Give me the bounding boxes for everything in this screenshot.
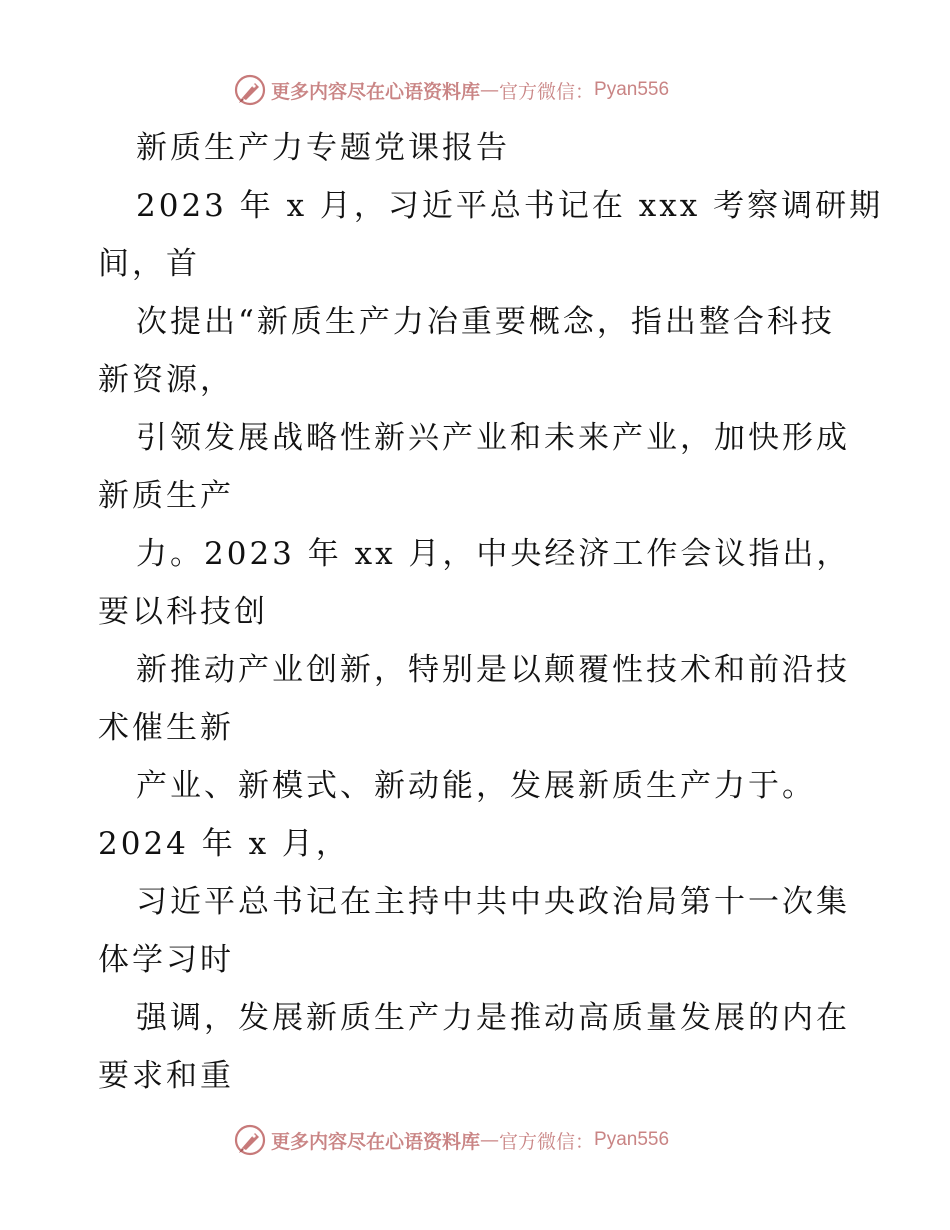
document-title: 新质生产力专题党课报告 — [136, 130, 510, 166]
body-line: 力。2023 年 xx 月，中央经济工作会议指出， — [136, 536, 851, 572]
watermark-contact-label: 官方微信： — [499, 80, 595, 103]
watermark-brand: 更多内容尽在心语资料库 — [271, 80, 481, 103]
body-line: 2023 年 x 月，习近平总书记在 xxx 考察调研期 — [136, 188, 884, 224]
body-line: 习近平总书记在主持中共中央政治局第十一次集 — [136, 884, 850, 920]
body-line: 新推动产业创新，特别是以颠覆性技术和前沿技 — [136, 652, 850, 688]
body-line: 术催生新 — [98, 710, 234, 746]
body-line: 新资源， — [98, 362, 234, 398]
pen-nib-seal-icon — [233, 1123, 267, 1157]
watermark-contact-label: 官方微信： — [499, 1130, 595, 1153]
body-line: 次提出“新质生产力冶重要概念，指出整合科技 — [136, 304, 835, 340]
body-line: 2024 年 x 月， — [98, 826, 350, 862]
body-line: 体学习时 — [98, 942, 234, 978]
body-line: 产业、新模式、新动能，发展新质生产力于。 — [136, 768, 816, 804]
body-line: 间，首 — [98, 246, 200, 282]
watermark-separator: — — [480, 79, 500, 101]
body-line: 引领发展战略性新兴产业和未来产业，加快形成 — [136, 420, 850, 456]
watermark-contact-id: Pyan556 — [594, 1129, 670, 1150]
body-line: 新质生产 — [98, 478, 234, 514]
pen-nib-seal-icon — [233, 73, 267, 107]
body-line: 强调，发展新质生产力是推动高质量发展的内在 — [136, 1000, 850, 1036]
watermark-brand: 更多内容尽在心语资料库 — [271, 1130, 481, 1153]
header-watermark — [233, 72, 753, 108]
body-line: 要求和重 — [98, 1058, 234, 1094]
footer-watermark — [233, 1122, 753, 1158]
watermark-separator: — — [480, 1129, 500, 1151]
watermark-contact-id: Pyan556 — [594, 79, 670, 100]
body-line: 要以科技创 — [98, 594, 268, 630]
